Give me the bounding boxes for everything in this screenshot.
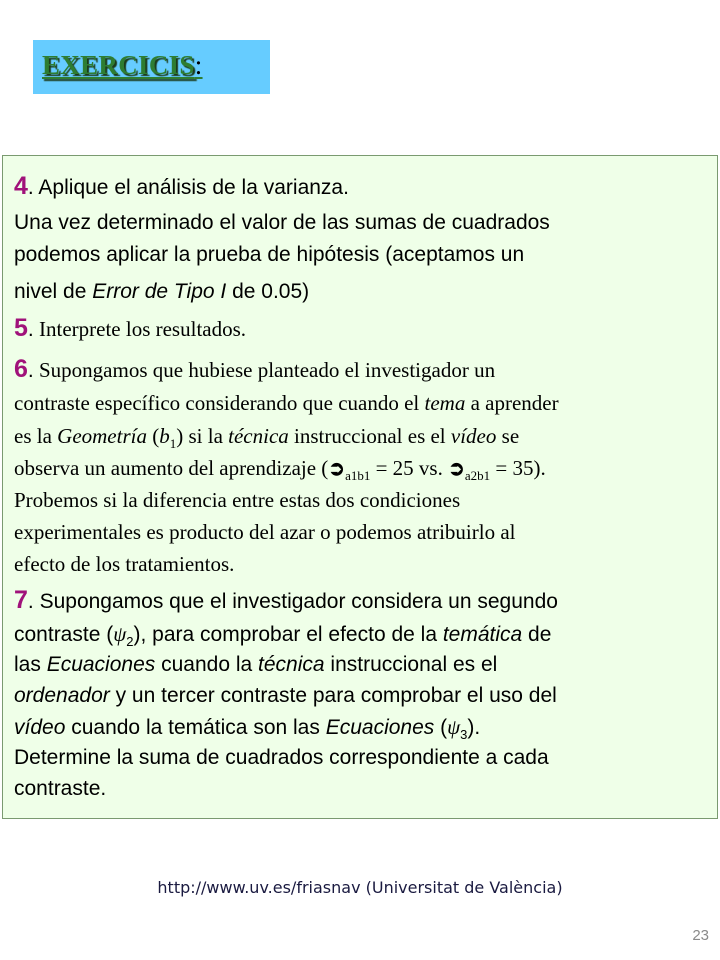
item-7-line-3: las Ecuaciones cuando la técnica instruccional es el bbox=[14, 653, 498, 676]
exercise-box bbox=[2, 155, 718, 819]
item-6-line-5: Probemos si la diferencia entre estas dos condiciones bbox=[14, 488, 461, 512]
item-7-line-6: Determine la suma de cuadrados correspondiente a cada bbox=[14, 746, 549, 769]
footer-url-link[interactable]: http://www.uv.es/friasnav (Universitat de València) bbox=[157, 878, 563, 897]
item-6-line-1: 6. Supongamos que hubiese planteado el investigador un bbox=[14, 355, 496, 383]
item-7-line-4: ordenador y un tercer contraste para comprobar el uso del bbox=[14, 684, 557, 707]
item-6-line-3: es la Geometría $(b_1)$ si la técnica instruccional es el vídeo se bbox=[14, 424, 520, 451]
item-6-line-7: efecto de los tratamientos. bbox=[14, 552, 235, 576]
item-6-line-2: contraste específico considerando que cuando el tema a aprender bbox=[14, 391, 559, 415]
item-4: 4. Aplique el análisis de la varianza. bbox=[14, 172, 349, 200]
item-6-line-4: observa un aumento del aprendizaje ($➲_{a1b1} = 25$ vs. $➲_{a2b1} = 35$). bbox=[14, 456, 546, 483]
arrow-symbol-icon: ➲ bbox=[328, 458, 346, 480]
item-6-line-6: experimentales es producto del azar o podemos atribuirlo al bbox=[14, 520, 516, 544]
item-7-line-2: contraste $(\psi_2)$, para comprobar el efecto de la temática de bbox=[14, 622, 552, 649]
item-7-line-7: contraste. bbox=[14, 777, 107, 800]
page-title: EXERCICIS: bbox=[42, 50, 203, 80]
item-7-line-5: vídeo cuando la temática son las Ecuaciones $(\psi_3)$. bbox=[14, 715, 481, 742]
item-5: 5. Interprete los resultados. bbox=[14, 314, 247, 342]
page-number: 23 bbox=[692, 927, 709, 944]
item-4-line-2: podemos aplicar la prueba de hipótesis (aceptamos un bbox=[14, 243, 525, 266]
item-4-line-3: nivel de Error de Tipo I de 0.05) bbox=[14, 280, 310, 303]
item-7-line-1: 7. Supongamos que el investigador considera un segundo bbox=[14, 586, 558, 614]
arrow-symbol-icon: ➲ bbox=[448, 458, 465, 480]
item-4-line-1: Una vez determinado el valor de las sumas de cuadrados bbox=[14, 211, 550, 234]
